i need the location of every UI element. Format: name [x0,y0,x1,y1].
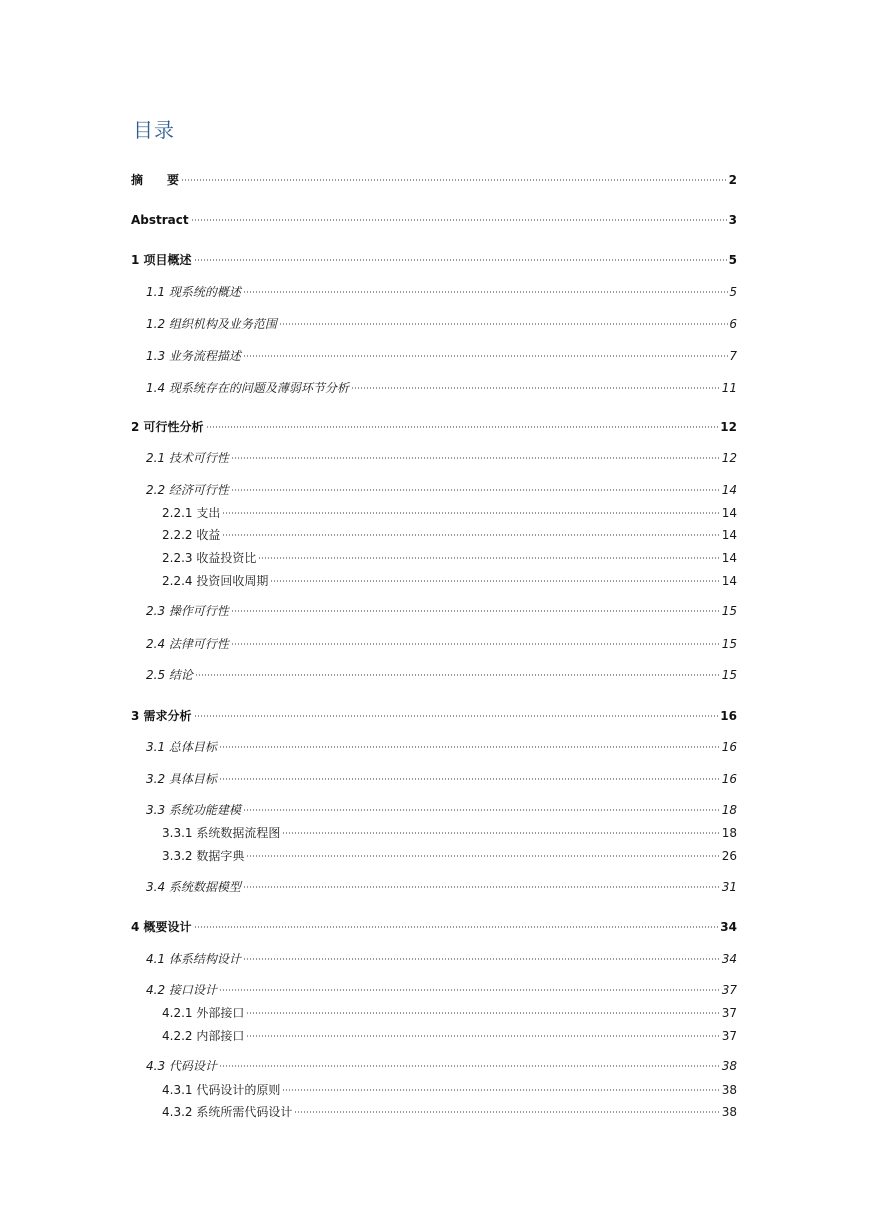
dot-leader [246,1035,720,1037]
toc-entry[interactable] [162,550,737,566]
toc-entry[interactable] [146,739,737,755]
toc-entry-label: 4.2.1 外部接口 [162,1006,245,1020]
toc-entry-label: 4.2 接口设计 [146,983,217,997]
toc-entry-label: 3.2 具体目标 [146,772,217,786]
toc-entry-page-number: 12 [720,420,737,434]
toc-entry-label: 2 可行性分析 [131,420,204,434]
toc-entry[interactable] [162,848,737,864]
toc-entry[interactable] [131,212,737,228]
dot-leader [194,926,720,928]
toc-entry-page-number: 11 [721,381,737,395]
toc-entry-label: 1.1 现系统的概述 [146,285,241,299]
dot-leader [222,512,720,514]
toc-entry[interactable] [131,708,737,724]
toc-entry-label: 1.2 组织机构及业务范围 [146,317,277,331]
toc-entry[interactable] [146,802,737,818]
toc-entry[interactable] [162,1028,737,1044]
dot-leader [270,580,720,582]
dot-leader [222,534,720,536]
toc-entry-label: 2.2.4 投资回收周期 [162,574,269,588]
dot-leader [282,1089,720,1091]
toc-entry[interactable] [146,636,737,652]
toc-entry-page-number: 16 [720,709,737,723]
toc-entry-label: 4.3.2 系统所需代码设计 [162,1105,293,1119]
toc-entry-page-number: 14 [721,506,737,520]
toc-entry-page-number: 3 [728,213,737,227]
toc-entry-page-number: 38 [721,1083,737,1097]
toc-entry[interactable] [162,573,737,589]
toc-entry-page-number: 2 [728,173,737,187]
dot-leader [243,886,721,888]
toc-entry-label: 3.3.2 数据字典 [162,849,245,863]
toc-entry-label: 2.3 操作可行性 [146,604,229,618]
toc-entry[interactable] [146,380,737,396]
toc-entry[interactable] [162,527,737,543]
toc-entry-label: Abstract [131,213,189,227]
dot-leader [219,1065,721,1067]
dot-leader [279,323,728,325]
toc-entry[interactable] [146,879,737,895]
toc-entry[interactable] [131,419,737,435]
toc-entry-label: 摘 要 [131,173,180,187]
toc-entry-page-number: 26 [721,849,737,863]
toc-entry[interactable] [146,982,737,998]
toc-entry-page-number: 31 [721,880,737,894]
toc-entry-page-number: 14 [721,483,737,497]
toc-entry-label: 2.1 技术可行性 [146,451,229,465]
dot-leader [258,557,720,559]
toc-entry-label: 3.4 系统数据模型 [146,880,241,894]
toc-entry[interactable] [162,1104,737,1120]
toc-entry-label: 4.1 体系结构设计 [146,952,241,966]
dot-leader [206,426,720,428]
toc-entry-page-number: 14 [721,528,737,542]
toc-entry[interactable] [146,284,737,300]
toc-entry-page-number: 7 [729,349,737,363]
toc-entry[interactable] [146,482,737,498]
toc-entry-page-number: 5 [728,253,737,267]
toc-entry-label: 1 项目概述 [131,253,192,267]
dot-leader [219,746,721,748]
toc-entry[interactable] [131,252,737,268]
toc-entry-page-number: 12 [721,451,737,465]
toc-entry[interactable] [146,348,737,364]
dot-leader [282,832,720,834]
dot-leader [246,855,720,857]
dot-leader [194,259,728,261]
toc-entry-page-number: 38 [721,1059,737,1073]
toc-entry-page-number: 18 [721,826,737,840]
toc-entry-label: 2.5 结论 [146,668,193,682]
toc-entry-page-number: 6 [729,317,737,331]
toc-entry-label: 4 概要设计 [131,920,192,934]
toc-entry-label: 2.2 经济可行性 [146,483,229,497]
toc-entry[interactable] [146,667,737,683]
toc-entry[interactable] [162,825,737,841]
dot-leader [194,715,720,717]
dot-leader [231,610,721,612]
dot-leader [231,489,721,491]
toc-entry-page-number: 38 [721,1105,737,1119]
toc-entry-page-number: 16 [721,740,737,754]
toc-entry-label: 3.1 总体目标 [146,740,217,754]
toc-entry[interactable] [146,316,737,332]
toc-entry-page-number: 37 [721,1006,737,1020]
toc-entry[interactable] [146,951,737,967]
toc-entry-label: 3.3.1 系统数据流程图 [162,826,281,840]
toc-entry[interactable] [131,172,737,188]
toc-entry-label: 1.3 业务流程描述 [146,349,241,363]
toc-entry-label: 2.2.2 收益 [162,528,221,542]
dot-leader [231,643,721,645]
toc-entry-page-number: 37 [721,983,737,997]
toc-entry-page-number: 14 [721,551,737,565]
toc-entry[interactable] [131,919,737,935]
dot-leader [181,179,728,181]
dot-leader [243,958,721,960]
dot-leader [191,219,728,221]
dot-leader [195,674,721,676]
toc-entry-label: 1.4 现系统存在的问题及薄弱环节分析 [146,381,349,395]
toc-entry-label: 2.4 法律可行性 [146,637,229,651]
toc-entry-label: 4.2.2 内部接口 [162,1029,245,1043]
dot-leader [243,291,728,293]
dot-leader [243,355,728,357]
toc-entry-label: 2.2.3 收益投资比 [162,551,257,565]
dot-leader [294,1111,720,1113]
toc-entry-page-number: 34 [721,952,737,966]
toc-entry-page-number: 15 [721,604,737,618]
toc-entry-page-number: 15 [721,637,737,651]
toc-entry[interactable] [146,603,737,619]
toc-entry[interactable] [162,1005,737,1021]
toc-entry[interactable] [146,771,737,787]
toc-entry-label: 4.3 代码设计 [146,1059,217,1073]
toc-entry[interactable] [162,1082,737,1098]
dot-leader [231,457,721,459]
dot-leader [219,778,721,780]
toc-entry-page-number: 34 [720,920,737,934]
dot-leader [246,1012,720,1014]
toc-entry-label: 3.3 系统功能建模 [146,803,241,817]
toc-entry-label: 4.3.1 代码设计的原则 [162,1083,281,1097]
dot-leader [351,387,721,389]
toc-entry-page-number: 37 [721,1029,737,1043]
page-title: 目录 [133,118,175,142]
toc-entry-label: 2.2.1 支出 [162,506,221,520]
toc-entry[interactable] [162,505,737,521]
toc-entry-page-number: 16 [721,772,737,786]
toc-entry[interactable] [146,450,737,466]
toc-entry-page-number: 14 [721,574,737,588]
dot-leader [243,809,721,811]
toc-entry-label: 3 需求分析 [131,709,192,723]
dot-leader [219,989,721,991]
toc-entry-page-number: 5 [729,285,737,299]
toc-entry-page-number: 15 [721,668,737,682]
toc-entry-page-number: 18 [721,803,737,817]
toc-entry[interactable] [146,1058,737,1074]
